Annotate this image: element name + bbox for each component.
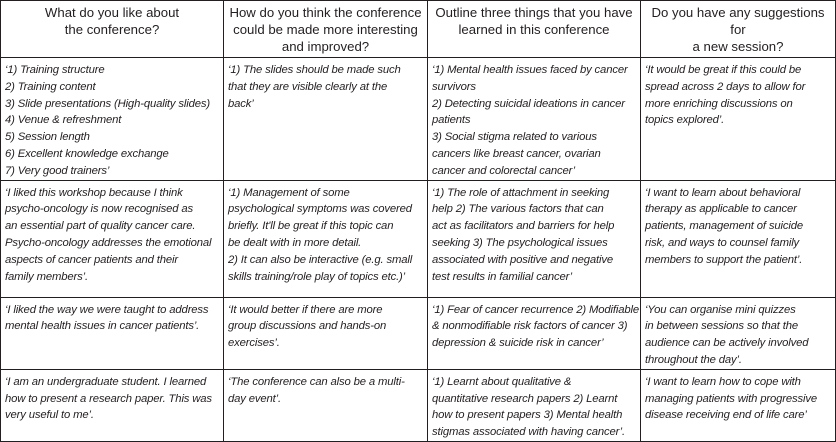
header-improve: How do you think the conference could be made more interesting and improved?	[224, 1, 428, 58]
header-row	[1, 1, 836, 58]
cell-improve: ‘It would better if there are more group discussions and hands-on exercises’.	[224, 297, 428, 369]
cell-suggestions: ‘It would be great if this could be spread across 2 days to allow for more enriching discussions on topics explored’.	[641, 58, 836, 181]
table-row	[1, 297, 836, 369]
header-learned: Outline three things that you have learned in this conference	[428, 1, 641, 58]
table-row	[1, 180, 836, 297]
cell-improve: ‘1) The slides should be made such that they are visible clearly at the back’	[224, 58, 428, 181]
cell-like: ‘I liked the way we were taught to address mental health issues in cancer patients’.	[1, 297, 224, 369]
header-like: What do you like about the conference?	[1, 1, 224, 58]
cell-like: ‘1) Training structure 2) Training content 3) Slide presentations (High-quality slides) 4) Venue & refreshment 5) Session length 6) Excellent knowledge exchange 7) Very good trainers’	[1, 58, 224, 181]
cell-improve: ‘The conference can also be a multi- day event’.	[224, 369, 428, 441]
cell-learned: ‘1) Fear of cancer recurrence 2) Modifiable & nonmodifiable risk factors of cancer 3) depression & suicide risk in cancer’	[428, 297, 641, 369]
cell-learned: ‘1) Mental health issues faced by cancer survivors 2) Detecting suicidal ideations in cancer patients 3) Social stigma related to various cancers like breast cancer, ovarian cancer and colorectal cancer’	[428, 58, 641, 181]
cell-suggestions: ‘I want to learn how to cope with managing patients with progressive disease receiving end of life care’	[641, 369, 836, 441]
header-suggestions: Do you have any suggestions for a new session?	[641, 1, 836, 58]
table-row	[1, 58, 836, 181]
cell-learned: ‘1) Learnt about qualitative & quantitative research papers 2) Learnt how to present papers 3) Mental health stigmas associated with having cancer’.	[428, 369, 641, 441]
cell-suggestions: ‘You can organise mini quizzes in between sessions so that the audience can be actively involved throughout the day’.	[641, 297, 836, 369]
cell-improve: ‘1) Management of some psychological symptoms was covered briefly. It'll be great if this topic can be dealt with in more detail. 2) It can also be interactive (e.g. small skills training/role play of topics etc.)’	[224, 180, 428, 297]
cell-like: ‘I am an undergraduate student. I learned how to present a research paper. This was very useful to me’.	[1, 369, 224, 441]
cell-suggestions: ‘I want to learn about behavioral therapy as applicable to cancer patients, management of suicide risk, and ways to counsel family members to support the patient’.	[641, 180, 836, 297]
cell-learned: ‘1) The role of attachment in seeking help 2) The various factors that can act as facilitators and barriers for help seeking 3) The psychological issues associated with positive and negative test results in familial cancer’	[428, 180, 641, 297]
cell-like: ‘I liked this workshop because I think psycho-oncology is now recognised as an essential part of quality cancer care. Psycho-oncology addresses the emotional aspects of cancer patients and their family members’.	[1, 180, 224, 297]
